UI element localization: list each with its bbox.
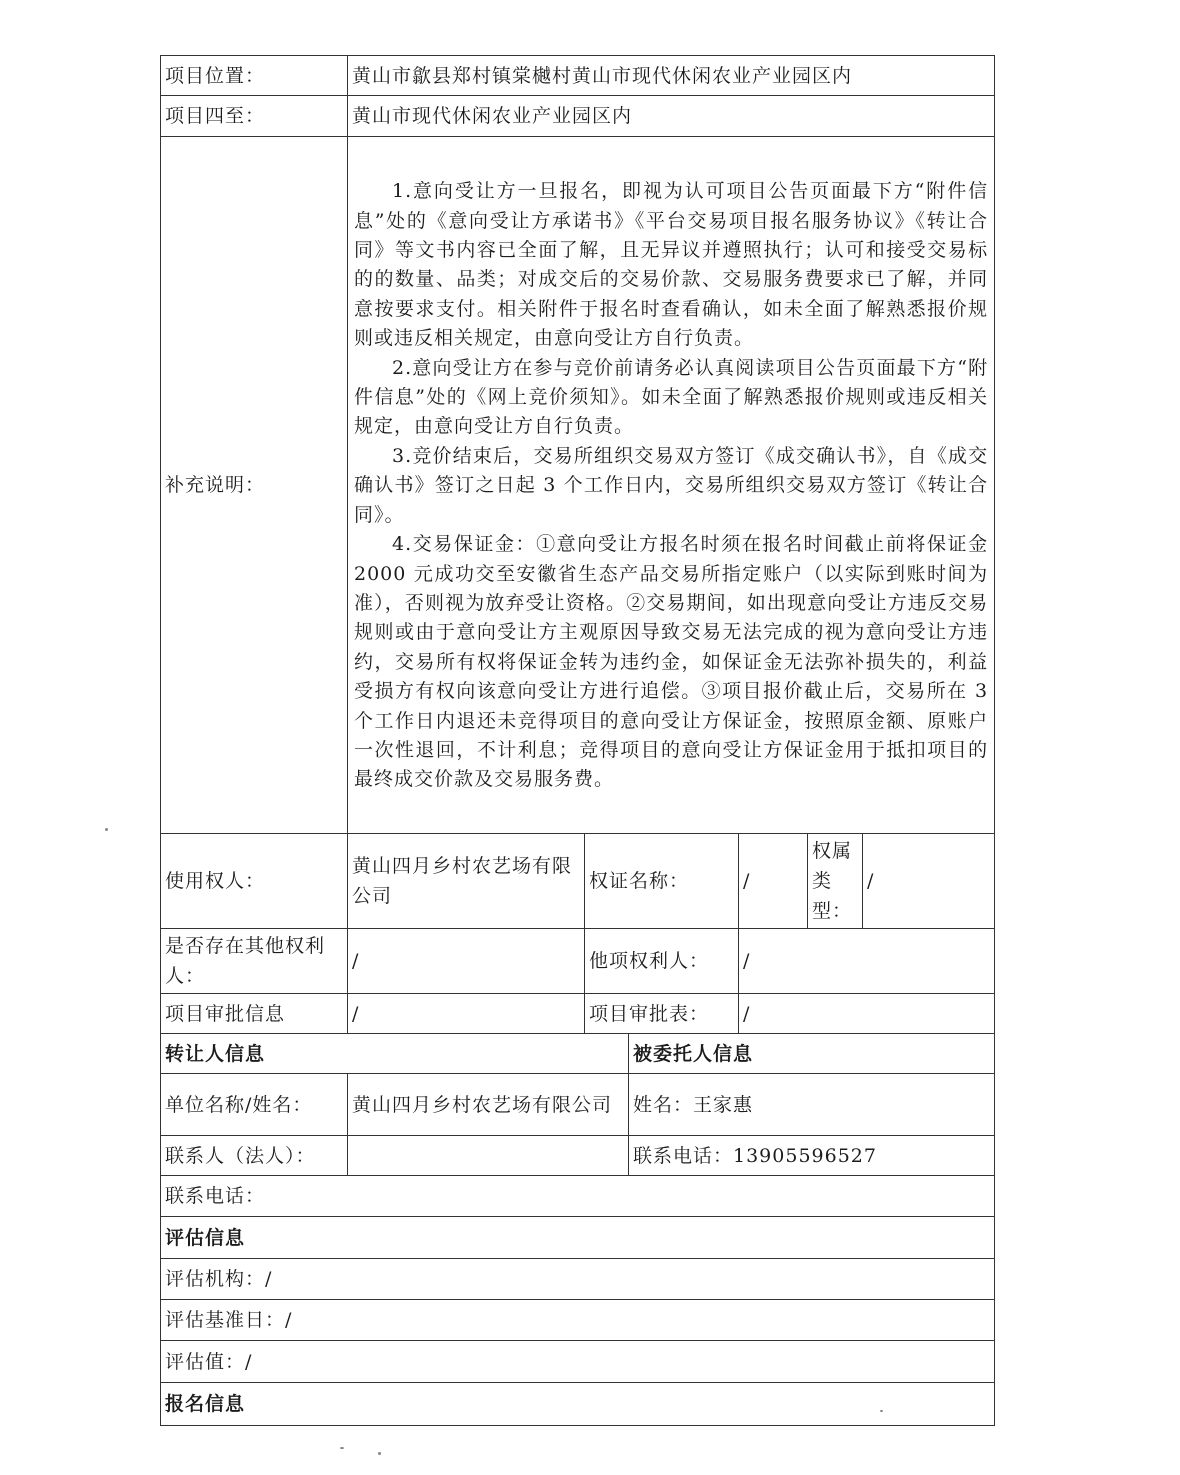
approval-info-value: / (348, 994, 585, 1034)
project-location-value: 黄山市歙县郑村镇棠樾村黄山市现代休闲农业产业园区内 (348, 56, 995, 96)
note-paragraph-3: 3.竞价结束后，交易所组织交易双方签订《成交确认书》，自《成交确认书》签订之日起 3 个工作日内，交易所组织交易双方签订《转让合同》。 (354, 444, 989, 526)
form-document (160, 55, 994, 1426)
registration-heading: 报名信息 (161, 1383, 995, 1426)
row-transferor-heading (161, 1034, 995, 1074)
cert-name-value: / (739, 834, 808, 929)
other-rights-label: 他项权利人： (585, 929, 739, 994)
unit-name-label: 单位名称/姓名： (161, 1074, 348, 1136)
scan-speck (105, 828, 108, 831)
contact-value (348, 1136, 629, 1176)
evaluation-value: 评估值：/ (161, 1341, 995, 1383)
row-evaluation-value (161, 1341, 995, 1383)
evaluation-org: 评估机构：/ (161, 1259, 995, 1300)
row-evaluation-heading (161, 1217, 995, 1259)
row-evaluation-org (161, 1259, 995, 1300)
phone-label: 联系电话： (161, 1176, 995, 1217)
project-boundary-value: 黄山市现代休闲农业产业园区内 (348, 96, 995, 137)
entrusted-heading: 被委托人信息 (629, 1034, 995, 1074)
project-boundary-label: 项目四至： (161, 96, 348, 137)
entrusted-name: 姓名：王家惠 (629, 1074, 995, 1136)
approval-info-label: 项目审批信息 (161, 994, 348, 1034)
evaluation-heading: 评估信息 (161, 1217, 995, 1259)
entrusted-phone: 联系电话：13905596527 (629, 1136, 995, 1176)
cert-name-label: 权证名称： (585, 834, 739, 929)
scan-speck (880, 1410, 883, 1412)
right-holder-label: 使用权人： (161, 834, 348, 929)
row-supplementary (161, 137, 995, 834)
project-location-label: 项目位置： (161, 56, 348, 96)
other-holders-value: / (348, 929, 585, 994)
row-contact (161, 1136, 995, 1176)
row-other-holders (161, 929, 995, 994)
scan-speck (378, 1452, 381, 1455)
row-project-location (161, 56, 995, 96)
approval-table-label: 项目审批表： (585, 994, 739, 1034)
note-paragraph-2: 2.意向受让方在参与竞价前请务必认真阅读项目公告页面最下方“附件信息”处的《网上竞价须知》。如未全面了解熟悉报价规则或违反相关规定，由意向受让方自行负责。 (354, 356, 989, 438)
transferor-heading: 转让人信息 (161, 1034, 629, 1074)
evaluation-base-date: 评估基准日：/ (161, 1300, 995, 1341)
scan-speck (340, 1447, 344, 1449)
note-paragraph-1: 1.意向受让方一旦报名，即视为认可项目公告页面最下方“附件信息”处的《意向受让方承诺书》《平台交易项目报名服务协议》《转让合同》等文书内容已全面了解，且无异议并遵照执行；认可和接受交易标的的数量、品类；对成交后的交易价款、交易服务费要求已了解，并同意按要求支付。相关附件于报名时查看确认，如未全面了解熟悉报价规则或违反相关规定，由意向受让方自行负责。 (354, 180, 989, 350)
contact-label: 联系人（法人）： (161, 1136, 348, 1176)
supplementary-notes (348, 137, 995, 834)
row-project-boundary (161, 96, 995, 137)
row-evaluation-date (161, 1300, 995, 1341)
unit-name-value: 黄山四月乡村农艺场有限公司 (348, 1074, 629, 1136)
other-holders-label: 是否存在其他权利人： (161, 929, 348, 994)
row-registration-heading (161, 1383, 995, 1426)
ownership-type-value: / (863, 834, 995, 929)
supplementary-label: 补充说明： (161, 137, 348, 834)
right-holder-value: 黄山四月乡村农艺场有限公司 (348, 834, 585, 929)
row-approval (161, 994, 995, 1034)
info-table (160, 55, 995, 1426)
approval-table-value: / (739, 994, 995, 1034)
row-unit-name (161, 1074, 995, 1136)
other-rights-value: / (739, 929, 995, 994)
ownership-type-label: 权属类型： (808, 834, 863, 929)
row-phone (161, 1176, 995, 1217)
note-paragraph-4: 4.交易保证金：①意向受让方报名时须在报名时间截止前将保证金 2000 元成功交至安徽省生态产品交易所指定账户（以实际到账时间为准），否则视为放弃受让资格。②交易期间，如出现意向受让方违反交易规则或由于意向受让方主观原因导致交易无法完成的视为意向受让方违约，交易所有权将保证金转为违约金，如保证金无法弥补损失的，利益受损方有权向该意向受让方进行追偿。③项目报价截止后，交易所在 3 个工作日内退还未竞得项目的意向受让方保证金，按照原金额、原账户一次性退回，不计利息；竞得项目的意向受让方保证金用于抵扣项目的最终成交价款及交易服务费。 (354, 533, 989, 791)
row-right-holder (161, 834, 995, 929)
